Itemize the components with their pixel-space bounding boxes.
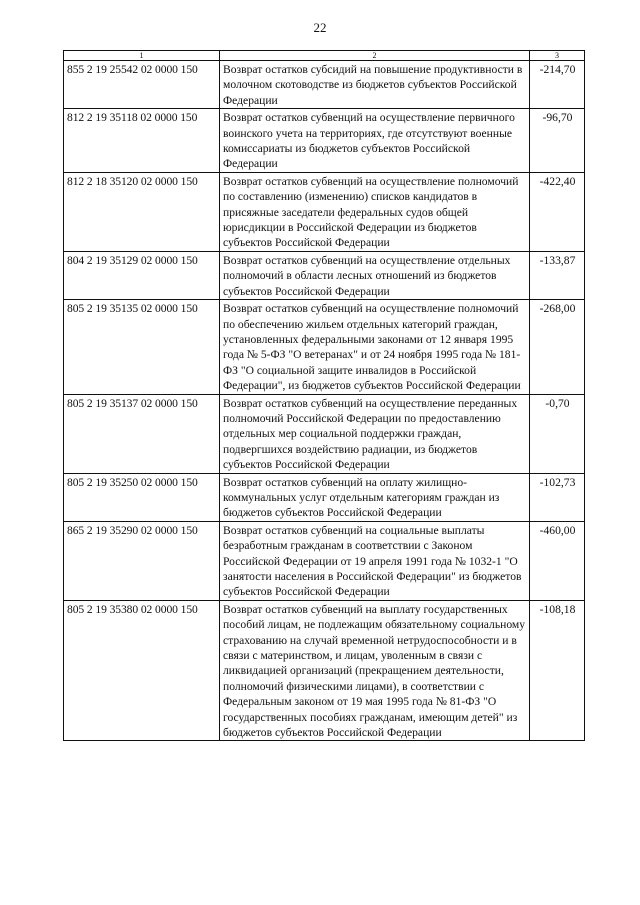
budget-code: 812 2 18 35120 02 0000 150 bbox=[64, 172, 220, 251]
budget-code: 805 2 19 35250 02 0000 150 bbox=[64, 473, 220, 521]
budget-table bbox=[63, 50, 585, 741]
row-amount: -102,73 bbox=[530, 473, 585, 521]
row-description: Возврат остатков субвенций на осуществление отдельных полномочий в области лесных отношений из бюджетов субъектов Российской Федерации bbox=[220, 251, 530, 299]
table-row bbox=[64, 251, 585, 299]
row-description: Возврат остатков субвенций на выплату государственных пособий лицам, не подлежащим обязательному социальному страхованию на случай временной нетрудоспособности и в связи с материнством, и лицам, уволенным в связи с ликвидацией организаций (прекращением деятельности, полномочий физическими лицами), в соответствии с Федеральным законом от 19 мая 1995 года № 81-ФЗ "О государственных пособиях гражданам, имеющим детей" из бюджетов субъектов Российской Федерации bbox=[220, 600, 530, 741]
budget-code: 865 2 19 35290 02 0000 150 bbox=[64, 521, 220, 600]
table-row bbox=[64, 109, 585, 173]
row-description: Возврат остатков субсидий на повышение продуктивности в молочном скотоводстве из бюджетов субъектов Российской Федерации bbox=[220, 61, 530, 109]
column-header-code: 1 bbox=[64, 51, 220, 61]
row-description: Возврат остатков субвенций на социальные выплаты безработным гражданам в соответствии с Законом Российской Федерации от 19 апреля 1991 года № 1032-1 "О занятости населения в Российской Федерации" из бюджетов субъектов Российской Федерации bbox=[220, 521, 530, 600]
column-header-description: 2 bbox=[220, 51, 530, 61]
table-row bbox=[64, 600, 585, 741]
row-amount: -460,00 bbox=[530, 521, 585, 600]
budget-code: 805 2 19 35135 02 0000 150 bbox=[64, 300, 220, 394]
budget-code: 812 2 19 35118 02 0000 150 bbox=[64, 109, 220, 173]
row-amount: -0,70 bbox=[530, 394, 585, 473]
table-row bbox=[64, 172, 585, 251]
table-header-row bbox=[64, 51, 585, 61]
row-description: Возврат остатков субвенций на оплату жилищно-коммунальных услуг отдельным категориям граждан из бюджетов субъектов Российской Федерации bbox=[220, 473, 530, 521]
row-description: Возврат остатков субвенций на осуществление первичного воинского учета на территориях, где отсутствуют военные комиссариаты из бюджетов субъектов Российской Федерации bbox=[220, 109, 530, 173]
row-description: Возврат остатков субвенций на осуществление полномочий по обеспечению жильем отдельных категорий граждан, установленных федеральными законами от 12 января 1995 года № 5-ФЗ "О ветеранах" и от 24 ноября 1995 года № 181-ФЗ "О социальной защите инвалидов в Российской Федерации", из бюджетов субъектов Российской Федерации bbox=[220, 300, 530, 394]
row-description: Возврат остатков субвенций на осуществление переданных полномочий Российской Федерации по предоставлению отдельных мер социальной поддержки граждан, подвергшихся воздействию радиации, из бюджетов субъектов Российской Федерации bbox=[220, 394, 530, 473]
budget-code: 804 2 19 35129 02 0000 150 bbox=[64, 251, 220, 299]
budget-code: 805 2 19 35380 02 0000 150 bbox=[64, 600, 220, 741]
row-amount: -133,87 bbox=[530, 251, 585, 299]
row-amount: -268,00 bbox=[530, 300, 585, 394]
budget-code: 855 2 19 25542 02 0000 150 bbox=[64, 61, 220, 109]
table-row bbox=[64, 300, 585, 394]
row-description: Возврат остатков субвенций на осуществление полномочий по составлению (изменению) списков кандидатов в присяжные заседатели федеральных судов общей юрисдикции в Российской Федерации из бюджетов субъектов Российской Федерации bbox=[220, 172, 530, 251]
table-row bbox=[64, 473, 585, 521]
column-header-amount: 3 bbox=[530, 51, 585, 61]
row-amount: -108,18 bbox=[530, 600, 585, 741]
budget-code: 805 2 19 35137 02 0000 150 bbox=[64, 394, 220, 473]
table-row bbox=[64, 394, 585, 473]
row-amount: -214,70 bbox=[530, 61, 585, 109]
table-row bbox=[64, 521, 585, 600]
table-row bbox=[64, 61, 585, 109]
page-number: 22 bbox=[313, 20, 327, 35]
row-amount: -422,40 bbox=[530, 172, 585, 251]
row-amount: -96,70 bbox=[530, 109, 585, 173]
